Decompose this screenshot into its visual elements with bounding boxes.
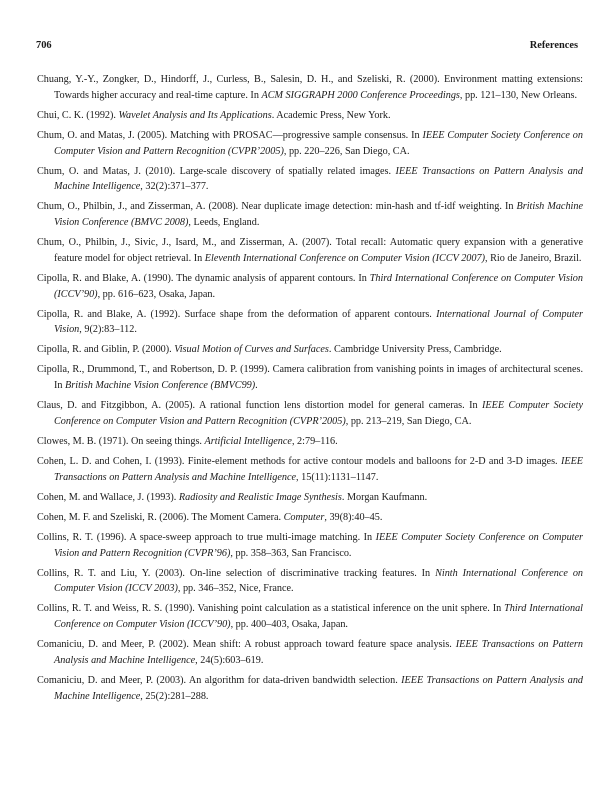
running-title: References <box>529 40 578 51</box>
reference-details: , 32(2):371–377. <box>140 181 209 193</box>
reference-entry <box>37 342 583 358</box>
reference-title: Camera calibration from vanishing points in images of architectural scenes. In <box>54 364 584 392</box>
reference-details: , 2:79–116. <box>291 436 338 447</box>
reference-details: , pp. 616–623, Osaka, Japan. <box>97 288 215 300</box>
reference-venue: IEEE Transactions on Pattern Analysis and Machine Intelligence <box>54 455 584 483</box>
reference-title: Environment matting extensions: Towards higher accuracy and real-time capture. In <box>54 74 584 101</box>
reference-details: , 25(2):281–288. <box>140 690 209 702</box>
reference-title: Matching with PROSAC—progressive sample consensus. In <box>170 129 423 141</box>
reference-entry <box>37 454 583 486</box>
reference-title: The dynamic analysis of apparent contours. In <box>176 272 370 284</box>
reference-details: , pp. 358–363, San Francisco. <box>230 547 352 559</box>
reference-title: On-line selection of discriminative tracking features. In <box>189 567 436 579</box>
reference-title: Mean shift: A robust approach toward feature space analysis. <box>192 639 456 651</box>
reference-entry <box>37 637 583 669</box>
reference-authors: Comaniciu, D. and Meer, P. (2002). <box>37 639 189 651</box>
reference-details: , 9(2):83–112. <box>79 324 137 336</box>
reference-entry <box>37 673 583 705</box>
reference-title: Finite-element methods for active contour models and balloons for 2-D and 3-D images. <box>187 455 561 467</box>
reference-details: , pp. 346–352, Nice, France. <box>177 583 294 595</box>
reference-authors: Chum, O., Philbin, J., Sivic, J., Isard, M., and Zisserman, A. (2007). <box>37 237 332 249</box>
reference-title: A space-sweep approach to true multi-image matching. In <box>129 531 376 543</box>
reference-title: An algorithm for data-driven bandwidth selection. <box>188 674 402 686</box>
reference-entry <box>37 108 583 124</box>
reference-title: Total recall: Automatic query expansion with a generative feature model for object retrieval. In <box>54 237 583 264</box>
reference-authors: Chum, O. and Matas, J. (2005). <box>37 129 168 141</box>
reference-entry <box>37 398 583 430</box>
reference-title: On seeing things. <box>130 436 205 447</box>
reference-entry <box>37 307 583 339</box>
reference-entry <box>37 601 583 633</box>
reference-authors: Chuang, Y.-Y., Zongker, D., Hindorff, J., Curless, B., Salesin, D. H., and Szeliski, R. (2000). <box>37 74 440 85</box>
reference-entry <box>37 128 583 160</box>
reference-authors: Clowes, M. B. (1971). <box>37 436 129 447</box>
reference-venue: Radiosity and Realistic Image Synthesis <box>178 491 342 503</box>
reference-authors: Cipolla, R., Drummond, T., and Robertson, D. P. (1999). <box>37 364 270 376</box>
reference-entry <box>37 362 583 394</box>
reference-venue: British Machine Vision Conference (BMVC99) <box>65 380 256 392</box>
reference-authors: Claus, D. and Fitzgibbon, A. (2005). <box>37 400 196 412</box>
reference-details: , 39(8):40–45. <box>324 511 383 523</box>
reference-venue: Artificial Intelligence <box>204 436 292 447</box>
reference-venue: Third International Conference on Computer Vision (ICCV’90) <box>54 603 584 631</box>
reference-entry <box>37 72 583 104</box>
reference-authors: Collins, R. T. and Weiss, R. S. (1990). <box>37 603 195 615</box>
reference-details: , pp. 400–403, Osaka, Japan. <box>230 619 348 631</box>
reference-details: , pp. 213–219, San Diego, CA. <box>345 416 472 428</box>
reference-venue: IEEE Computer Society Conference on Computer Vision and Pattern Recognition (CVPR’96) <box>54 531 583 559</box>
reference-details: . Cambridge University Press, Cambridge. <box>328 344 502 356</box>
reference-entry <box>37 199 583 231</box>
reference-authors: Collins, R. T. and Liu, Y. (2003). <box>37 567 185 579</box>
reference-venue: Computer <box>283 511 325 523</box>
reference-details: , pp. 220–226, San Diego, CA. <box>283 145 410 157</box>
reference-authors: Cohen, L. D. and Cohen, I. (1993). <box>37 455 185 467</box>
reference-details: , 24(5):603–619. <box>195 654 264 666</box>
reference-venue: Wavelet Analysis and Its Applications <box>118 109 272 121</box>
reference-title: The Moment Camera. <box>191 511 284 523</box>
reference-authors: Collins, R. T. (1996). <box>37 531 127 543</box>
reference-title: Vanishing point calculation as a statistical inference on the unit sphere. In <box>197 603 505 615</box>
reference-entry <box>37 164 583 196</box>
reference-authors: Cohen, M. F. and Szeliski, R. (2006). <box>37 511 189 523</box>
reference-entry <box>37 510 583 526</box>
reference-entry <box>37 271 583 303</box>
reference-venue: Visual Motion of Curves and Surfaces <box>174 344 329 356</box>
page-header <box>36 40 578 54</box>
reference-venue: Ninth International Conference on Computer Vision (ICCV 2003) <box>54 567 584 595</box>
reference-list <box>37 72 583 709</box>
reference-authors: Cipolla, R. and Blake, A. (1992). <box>37 308 181 320</box>
reference-venue: Third International Conference on Computer Vision (ICCV’90) <box>54 272 583 300</box>
reference-authors: Cohen, M. and Wallace, J. (1993). <box>37 491 177 503</box>
reference-venue: International Journal of Computer Vision <box>54 308 584 336</box>
reference-entry <box>37 490 583 506</box>
reference-title: Large-scale discovery of spatially related images. <box>179 165 396 177</box>
reference-details: . <box>255 380 258 392</box>
reference-title: A rational function lens distortion model for general cameras. In <box>198 400 482 412</box>
reference-venue: British Machine Vision Conference (BMVC 2008) <box>54 201 583 229</box>
reference-venue: IEEE Computer Society Conference on Computer Vision and Pattern Recognition (CVPR’2005) <box>54 129 583 157</box>
reference-venue: IEEE Computer Society Conference on Computer Vision and Pattern Recognition (CVPR’2005) <box>54 400 584 428</box>
reference-title: Near duplicate image detection: min-hash and tf-idf weighting. In <box>241 201 517 213</box>
reference-venue: IEEE Transactions on Pattern Analysis and Machine Intelligence <box>54 674 584 702</box>
reference-authors: Chui, C. K. (1992). <box>37 109 116 121</box>
reference-authors: Cipolla, R. and Blake, A. (1990). <box>37 272 174 284</box>
reference-venue: ACM SIGGRAPH 2000 Conference Proceedings <box>261 89 460 101</box>
reference-venue: Eleventh International Conference on Computer Vision (ICCV 2007) <box>204 252 485 264</box>
reference-details: , Rio de Janeiro, Brazil. <box>484 252 582 264</box>
reference-entry <box>37 235 583 267</box>
reference-venue: IEEE Transactions on Pattern Analysis and Machine Intelligence <box>54 639 583 666</box>
page-number: 706 <box>36 40 52 51</box>
reference-authors: Comaniciu, D. and Meer, P. (2003). <box>37 674 187 686</box>
reference-authors: Cipolla, R. and Giblin, P. (2000). <box>37 344 172 356</box>
reference-venue: IEEE Transactions on Pattern Analysis and Machine Intelligence <box>54 165 583 193</box>
reference-entry <box>37 434 583 450</box>
reference-authors: Chum, O., Philbin, J., and Zisserman, A. (2008). <box>37 201 239 213</box>
reference-title: Surface shape from the deformation of apparent contours. <box>184 308 437 320</box>
reference-details: , Leeds, England. <box>188 217 260 229</box>
reference-authors: Chum, O. and Matas, J. (2010). <box>37 165 176 177</box>
reference-details: , 15(11):1131–1147. <box>296 471 379 483</box>
reference-details: . Morgan Kaufmann. <box>341 491 428 503</box>
reference-details: , pp. 121–130, New Orleans. <box>459 89 578 101</box>
reference-entry <box>37 566 583 598</box>
reference-details: . Academic Press, New York. <box>271 109 391 121</box>
reference-entry <box>37 530 583 562</box>
